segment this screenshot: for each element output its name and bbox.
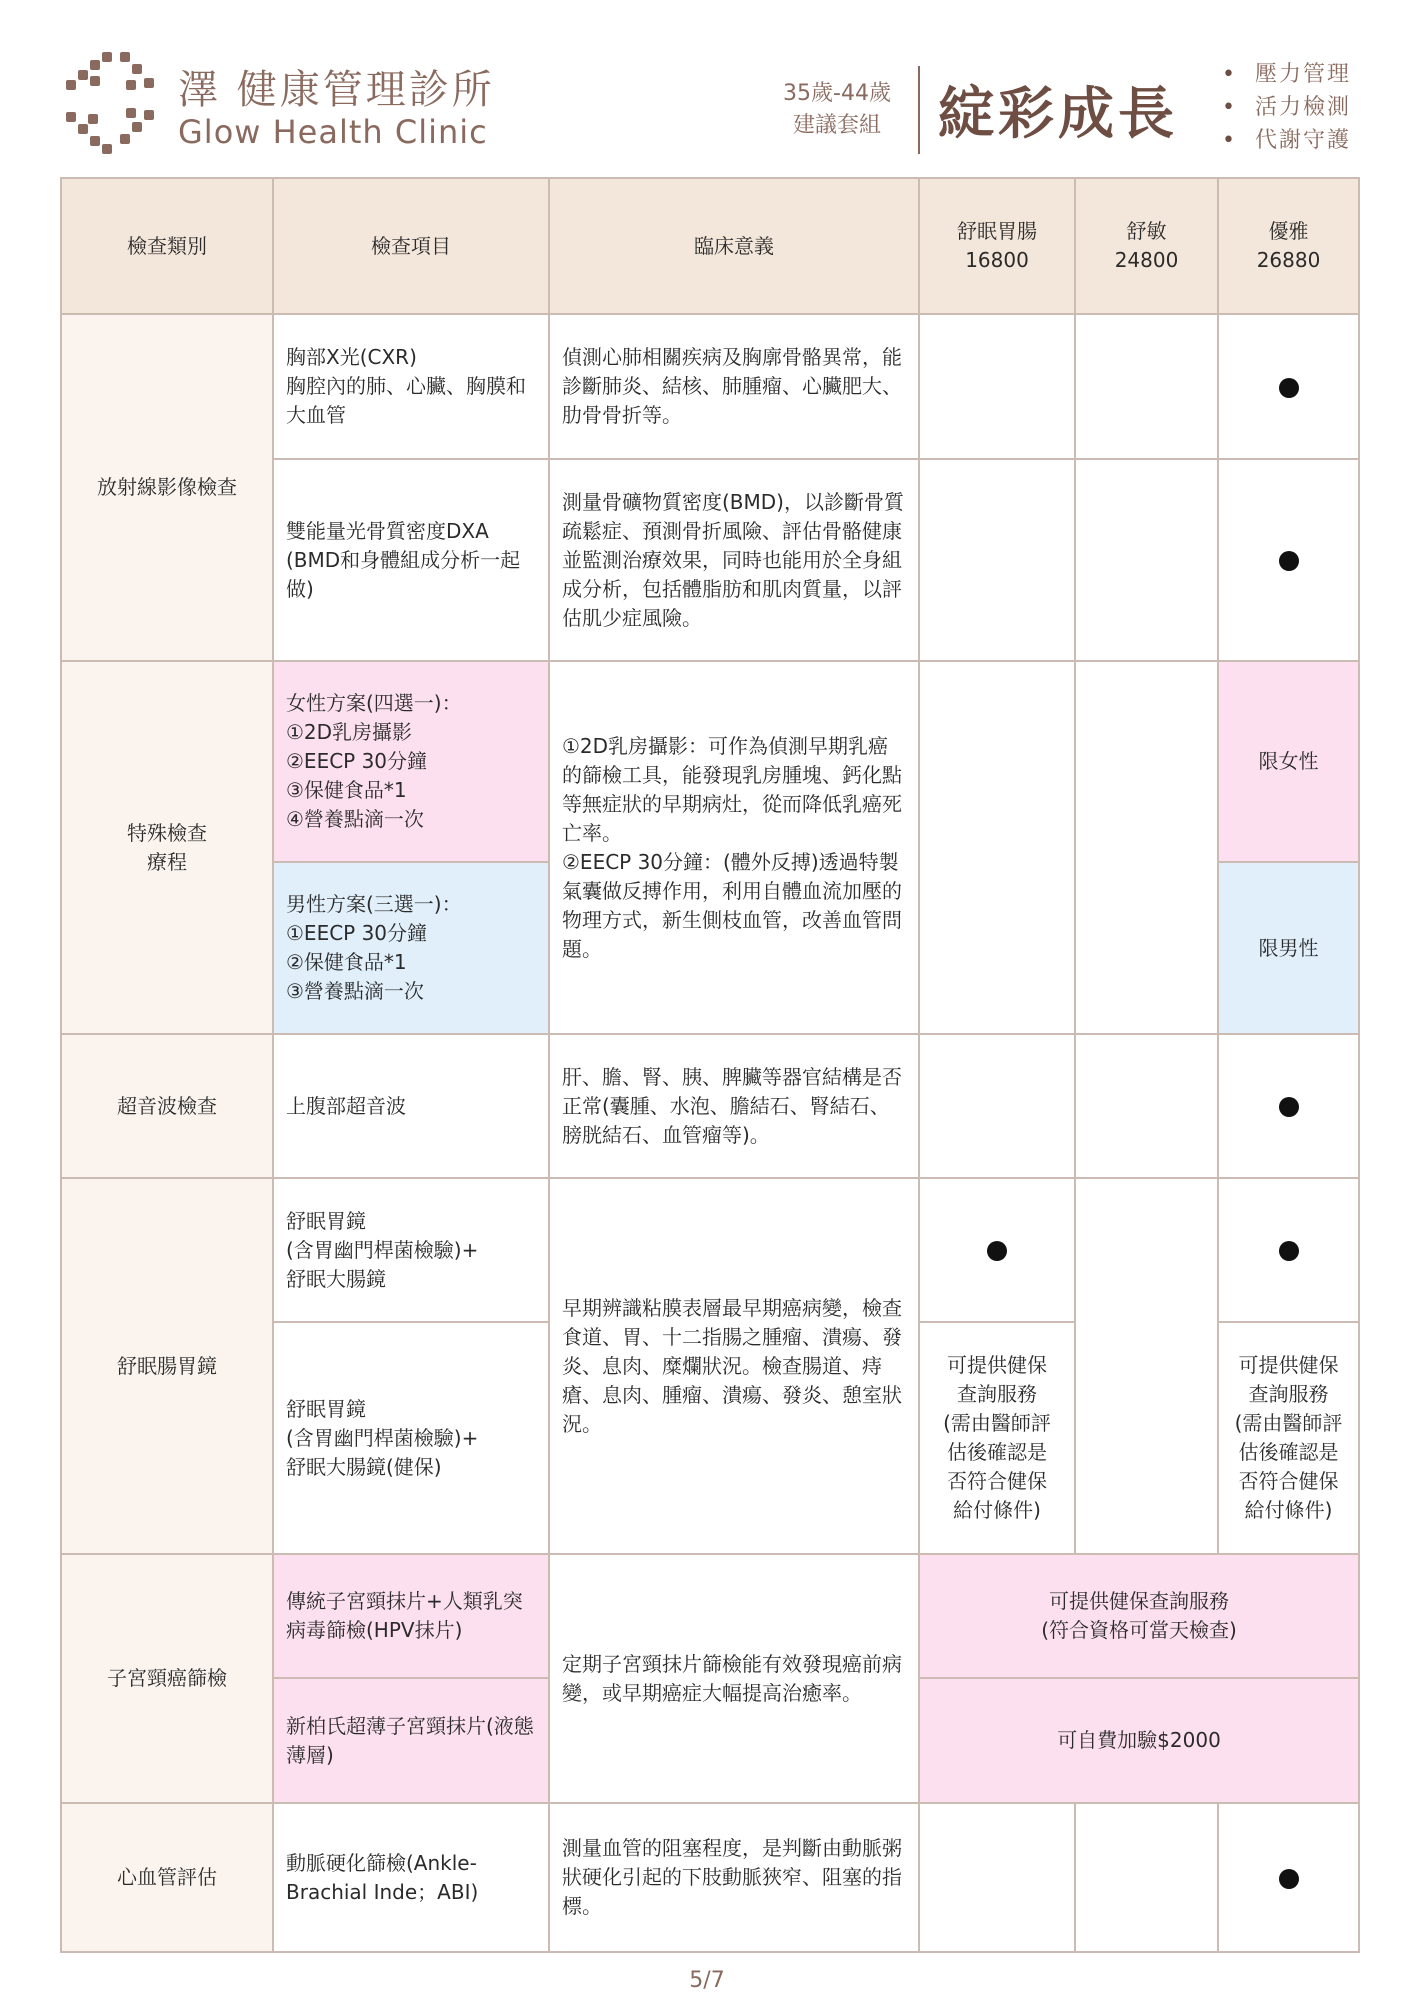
col-header-plan-1 [919, 178, 1075, 314]
plan-1-cell [919, 1178, 1075, 1322]
header-divider [918, 66, 920, 154]
table-header-row [61, 178, 1359, 314]
meaning-cell: 測量血管的阻塞程度，是判斷由動脈粥狀硬化引起的下肢動脈狹窄、阻塞的指標。 [549, 1803, 919, 1952]
plan-1-cell [919, 1034, 1075, 1178]
table-row [61, 661, 1359, 862]
included-dot-icon [1279, 1241, 1299, 1261]
plan-1-cell [919, 314, 1075, 459]
plan-price: 16800 [965, 248, 1029, 272]
plan-price: 24800 [1114, 248, 1179, 272]
plan-2-cell [1075, 314, 1218, 459]
plan-name: 優雅 [1268, 219, 1309, 243]
male-only-cell: 限男性 [1218, 862, 1359, 1034]
category-cell: 心血管評估 [61, 1803, 273, 1952]
category-cell: 舒眠腸胃鏡 [61, 1178, 273, 1554]
suggestion-label: 建議套組 [792, 113, 881, 138]
age-range: 35歲-44歲 [783, 81, 891, 106]
plan-2-cell [1075, 661, 1218, 1034]
meaning-cell: 早期辨識粘膜表層最早期癌病變，檢查食道、胃、十二指腸之腫瘤、潰瘍、發炎、息肉、糜爛狀況。檢查腸道、痔瘡、息肉、腫瘤、潰瘍、發炎、憩室狀況。 [549, 1178, 919, 1554]
nhi-note-cell: 可提供健保 查詢服務 (需由醫師評 估後確認是 否符合健保 給付條件) [1218, 1322, 1359, 1554]
included-dot-icon [1279, 551, 1299, 571]
feature-item: • 壓力管理 [1222, 58, 1351, 91]
plan-name: 舒敏 [1126, 219, 1167, 243]
table-row [61, 314, 1359, 459]
plan-3-cell [1218, 1034, 1359, 1178]
included-dot-icon [987, 1241, 1007, 1261]
female-only-cell: 限女性 [1218, 661, 1359, 862]
feature-item: • 代謝守護 [1222, 124, 1351, 157]
clinic-name-zh: 澤 健康管理診所 [178, 67, 495, 113]
plan-3-cell [1218, 314, 1359, 459]
clinic-logo-icon [64, 52, 160, 156]
col-header-plan-3 [1218, 178, 1359, 314]
nhi-note-cell: 可提供健保 查詢服務 (需由醫師評 估後確認是 否符合健保 給付條件) [919, 1322, 1075, 1554]
item-cell: 傳統子宮頸抹片+人類乳突病毒篩檢(HPV抹片) [273, 1554, 549, 1678]
plan-price: 26880 [1256, 248, 1321, 272]
item-cell: 新柏氏超薄子宮頸抹片(液態薄層) [273, 1678, 549, 1803]
included-dot-icon [1279, 1869, 1299, 1889]
item-cell: 女性方案(四選一)： ①2D乳房攝影 ②EECP 30分鐘 ③保健食品*1 ④營養點滴一次 [273, 661, 549, 862]
category-cell: 放射線影像檢查 [61, 314, 273, 661]
table-row [61, 1554, 1359, 1678]
col-header-plan-2 [1075, 178, 1218, 314]
category-cell: 子宮頸癌篩檢 [61, 1554, 273, 1803]
col-header-meaning: 臨床意義 [549, 178, 919, 314]
item-cell: 胸部X光(CXR) 胸腔內的肺、心臟、胸膜和大血管 [273, 314, 549, 459]
plan-3-cell [1218, 1178, 1359, 1322]
plan-2-cell [1075, 1178, 1218, 1554]
plan-2-cell [1075, 1803, 1218, 1952]
page-header [0, 0, 1414, 160]
category-cell: 超音波檢查 [61, 1034, 273, 1178]
plan-title: 綻彩成長 [938, 82, 1178, 147]
table-row [61, 1034, 1359, 1178]
table-row [61, 1803, 1359, 1952]
plan-1-cell [919, 459, 1075, 661]
plan-3-cell [1218, 1803, 1359, 1952]
item-cell: 男性方案(三選一)： ①EECP 30分鐘 ②保健食品*1 ③營養點滴一次 [273, 862, 549, 1034]
col-header-category: 檢查類別 [61, 178, 273, 314]
meaning-cell: 偵測心肺相關疾病及胸廓骨骼異常，能診斷肺炎、結核、肺腫瘤、心臟肥大、肋骨骨折等。 [549, 314, 919, 459]
plan-2-cell [1075, 459, 1218, 661]
meaning-cell: 測量骨礦物質密度(BMD)，以診斷骨質疏鬆症、預測骨折風險、評估骨骼健康並監測治療效果，同時也能用於全身組成分析，包括體脂肪和肌肉質量，以評估肌少症風險。 [549, 459, 919, 661]
included-dot-icon [1279, 1097, 1299, 1117]
meaning-cell: ①2D乳房攝影：可作為偵測早期乳癌的篩檢工具，能發現乳房腫塊、鈣化點等無症狀的早期病灶，從而降低乳癌死亡率。 ②EECP 30分鐘：(體外反搏)透過特製氣囊做反搏作用，利用自體血流加壓的物理方式，新生側枝血管，改善血管問題。 [549, 661, 919, 1034]
meaning-cell: 肝、膽、腎、胰、脾臟等器官結構是否正常(囊腫、水泡、膽結石、腎結石、 膀胱結石、血管瘤等)。 [549, 1034, 919, 1178]
col-header-item: 檢查項目 [273, 178, 549, 314]
plan-1-cell [919, 1803, 1075, 1952]
category-cell: 特殊檢查 療程 [61, 661, 273, 1034]
self-pay-cell: 可自費加驗$2000 [919, 1678, 1359, 1803]
table-row [61, 1178, 1359, 1322]
plan-2-cell [1075, 1034, 1218, 1178]
item-cell: 雙能量光骨質密度DXA (BMD和身體組成分析一起做) [273, 459, 549, 661]
nhi-service-cell: 可提供健保查詢服務 (符合資格可當天檢查) [919, 1554, 1359, 1678]
item-cell: 舒眠胃鏡 (含胃幽門桿菌檢驗)+ 舒眠大腸鏡 [273, 1178, 549, 1322]
item-cell: 動脈硬化篩檢(Ankle-Brachial Inde；ABI) [273, 1803, 549, 1952]
feature-item: • 活力檢測 [1222, 91, 1351, 124]
package-table [60, 177, 1360, 1953]
included-dot-icon [1279, 378, 1299, 398]
clinic-name-en: Glow Health Clinic [178, 113, 488, 151]
meaning-cell: 定期子宮頸抹片篩檢能有效發現癌前病變，或早期癌症大幅提高治癒率。 [549, 1554, 919, 1803]
plan-name: 舒眠胃腸 [957, 219, 1037, 243]
item-cell: 舒眠胃鏡 (含胃幽門桿菌檢驗)+ 舒眠大腸鏡(健保) [273, 1322, 549, 1554]
item-cell: 上腹部超音波 [273, 1034, 549, 1178]
plan-3-cell [1218, 459, 1359, 661]
page-number: 5/7 [689, 1968, 725, 1993]
plan-1-cell [919, 661, 1075, 1034]
feature-list [1222, 58, 1351, 157]
